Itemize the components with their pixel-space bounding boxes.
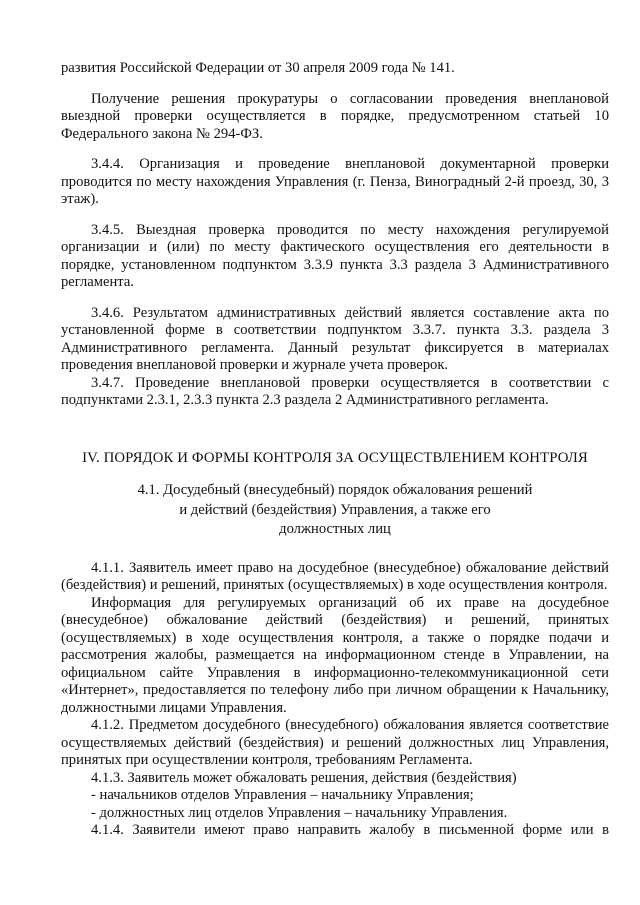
paragraph-3-4-6: 3.4.6. Результатом административных действий является составление акта по установленной форме в соответствии подпунктом 3.3.7. пункта 3.3. раздела 3 Административного регламента. Данный результат фиксируется в материалах проведения внеплановой проверки и журнале учета проверок. bbox=[61, 304, 609, 373]
paragraph-3-4-5: 3.4.5. Выездная проверка проводится по месту нахождения регулируемой организации и (или) по месту фактического осуществления его деятельности в порядке, установленном подпунктом 3.3.9 пункта 3.3 раздела 3 Административного регламента. bbox=[61, 221, 609, 290]
paragraph-prosecutor-approval: Получение решения прокуратуры о согласовании проведения внеплановой выездной проверки осуществляется в порядке, предусмотренном статьей 10 Федерального закона № 294-ФЗ. bbox=[61, 90, 609, 142]
paragraph-information: Информация для регулируемых организаций об их праве на досудебное (внесудебное) обжалование действий (бездействия) и решений, принятых (осуществляемых) в ходе осуществления контроля, а также о порядке подачи и рассмотрения жалобы, размещается на информационном стенде в Управлении, на официальном сайте Управления в информационно-телекоммуникационной сети «Интернет», предоставляется по телефону либо при личном обращении к Начальнику, должностными лицами Управления. bbox=[61, 594, 609, 716]
list-item-department-heads: - начальников отделов Управления – начальнику Управления; bbox=[91, 787, 474, 803]
subsection-title-line-3: должностных лиц bbox=[279, 521, 391, 537]
section-title: IV. ПОРЯДОК И ФОРМЫ КОНТРОЛЯ ЗА ОСУЩЕСТВЛЕНИЕМ КОНТРОЛЯ bbox=[82, 449, 588, 466]
paragraph-3-4-7: 3.4.7. Проведение внеплановой проверки осуществляется в соответствии с подпунктами 2.3.1, 2.3.3 пункта 2.3 раздела 2 Административного регламента. bbox=[61, 374, 609, 408]
paragraph-4-1-2: 4.1.2. Предметом досудебного (внесудебного) обжалования является соответствие осуществляемых действий (бездействия) и решений должностных лиц Управления, принятых при осуществлении контроля, требованиям Регламента. bbox=[61, 717, 609, 768]
subsection-title-line-2: и действий (бездействия) Управления, а также его bbox=[179, 501, 491, 518]
paragraph-4-1-4: 4.1.4. Заявители имеют право направить жалобу в письменной форме или в bbox=[91, 822, 609, 838]
subsection-title-line-1: 4.1. Досудебный (внесудебный) порядок обжалования решений bbox=[137, 482, 533, 498]
subsection-title bbox=[61, 481, 609, 540]
list-item-department-officials: - должностных лиц отделов Управления – начальнику Управления. bbox=[91, 804, 508, 821]
paragraph-4-1-3: 4.1.3. Заявитель может обжаловать решения, действия (бездействия) bbox=[91, 769, 517, 786]
paragraph-continuation: развития Российской Федерации от 30 апреля 2009 года № 141. bbox=[61, 60, 455, 76]
paragraph-4-1-1: 4.1.1. Заявитель имеет право на досудебное (внесудебное) обжалование действий (бездействия) и решений, принятых (осуществляемых) в ходе осуществления контроля. bbox=[61, 559, 609, 593]
paragraph-3-4-4: 3.4.4. Организация и проведение внеплановой документарной проверки проводится по месту нахождения Управления (г. Пенза, Виноградный 2-й проезд, 30, 3 этаж). bbox=[61, 156, 609, 207]
